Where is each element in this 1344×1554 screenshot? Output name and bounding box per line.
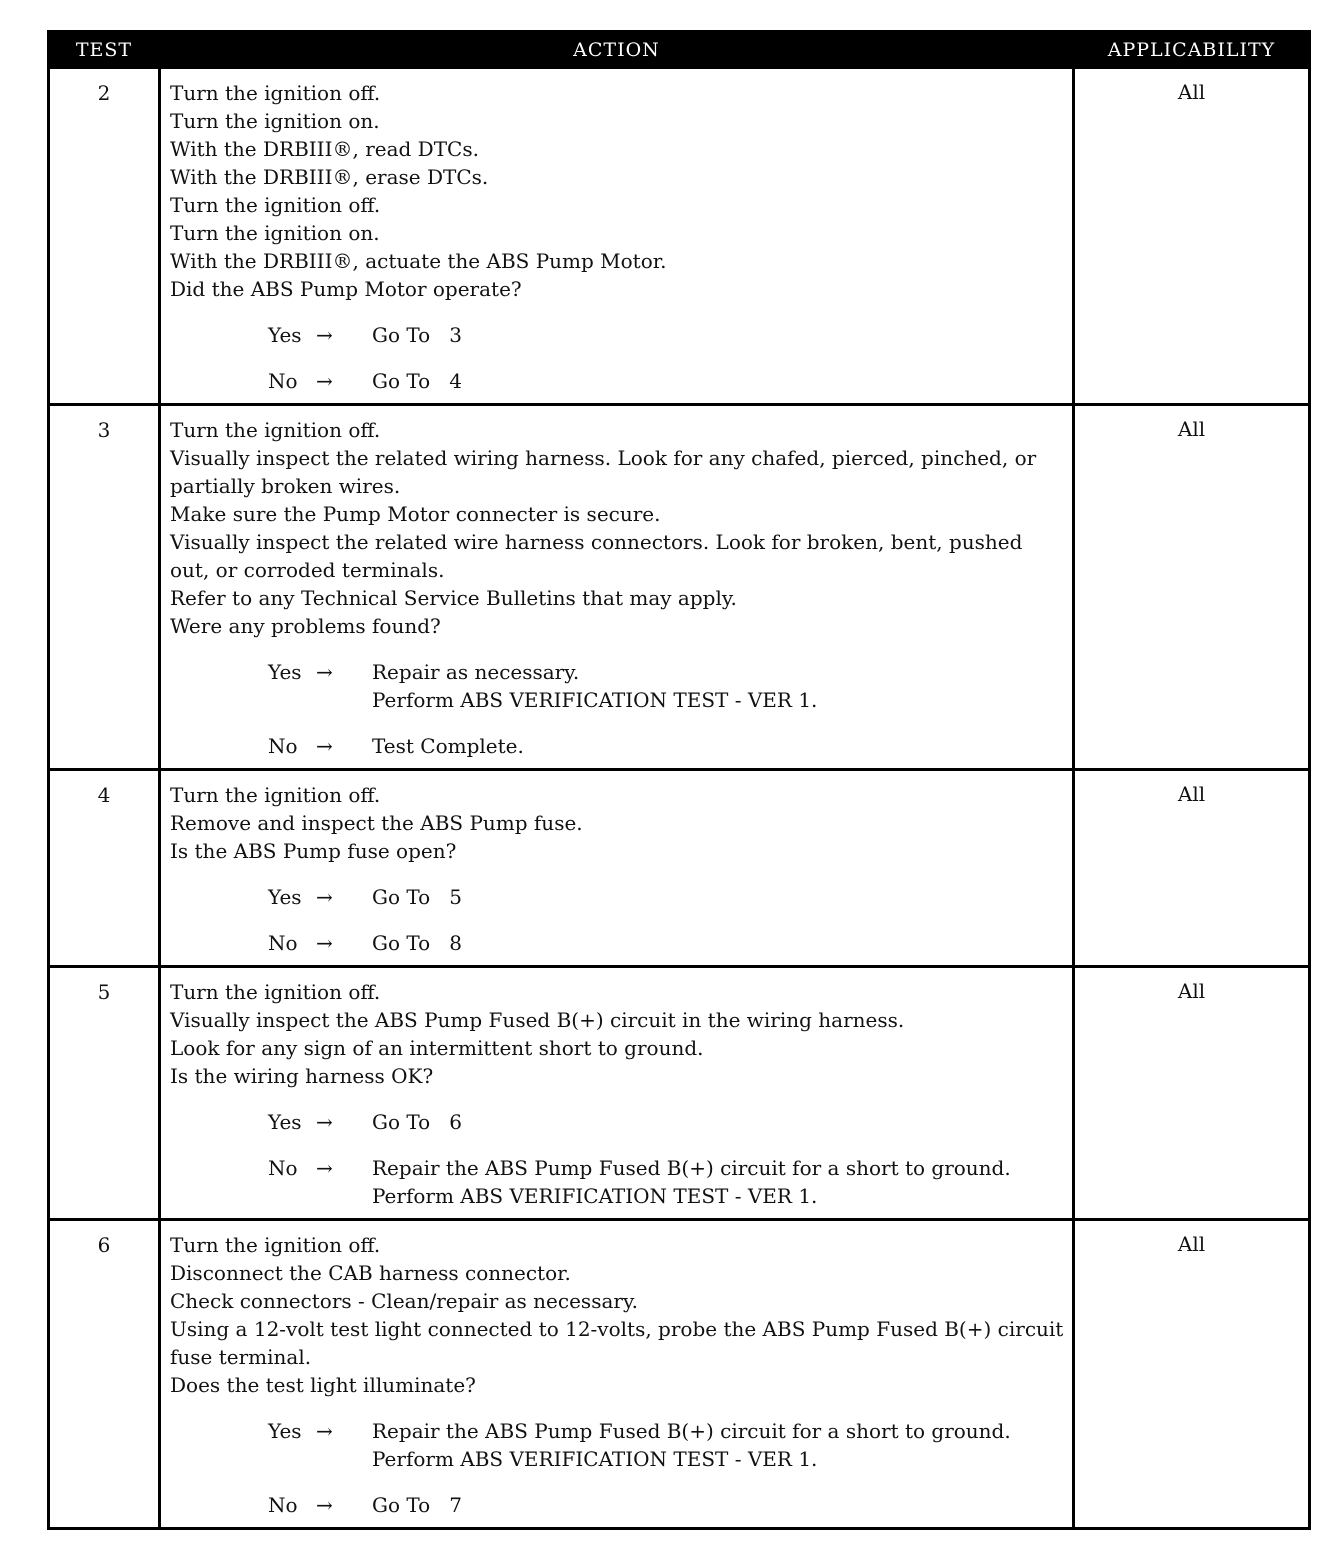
test-number: 2	[49, 68, 160, 405]
arrow-icon: →	[316, 323, 333, 347]
action-cell	[160, 68, 1074, 405]
outcome-text	[372, 929, 1068, 957]
outcome-label: No	[268, 931, 298, 955]
outcome-no	[170, 732, 1068, 760]
step-list	[170, 79, 1068, 303]
outcome-list	[170, 658, 1068, 760]
table-row	[49, 770, 1310, 967]
diagnostic-page	[47, 30, 1308, 1530]
outcome-line: Perform ABS VERIFICATION TEST - VER 1.	[372, 1184, 818, 1208]
step-list	[170, 978, 1068, 1090]
outcome-list	[170, 1108, 1068, 1210]
outcome-line: Repair the ABS Pump Fused B(+) circuit for a short to ground.	[372, 1419, 1011, 1443]
step-text: With the DRBIII®, actuate the ABS Pump Motor.	[170, 249, 667, 273]
step-text: Using a 12-volt test light connected to 12-volts, probe the ABS Pump Fused B(+) circuit fuse terminal.	[170, 1317, 1064, 1369]
outcome-list	[170, 321, 1068, 395]
outcome-label: Yes	[268, 1110, 302, 1134]
step-text: Visually inspect the related wiring harness. Look for any chafed, pierced, pinched, or partially broken wires.	[170, 446, 1037, 498]
applicability-cell: All	[1074, 1220, 1310, 1529]
applicability-cell: All	[1074, 967, 1310, 1220]
outcome-label: Yes	[268, 660, 302, 684]
arrow-icon: →	[316, 1110, 333, 1134]
outcome-text	[372, 1417, 1068, 1473]
header-test: TEST	[49, 32, 160, 68]
applicability-cell: All	[1074, 68, 1310, 405]
step-text: Did the ABS Pump Motor operate?	[170, 277, 522, 301]
step-text: Look for any sign of an intermittent short to ground.	[170, 1036, 704, 1060]
header-applicability: APPLICABILITY	[1074, 32, 1310, 68]
step-text: Is the ABS Pump fuse open?	[170, 839, 457, 863]
outcome-label: No	[268, 1156, 298, 1180]
outcome-line: Go To 7	[372, 1493, 462, 1517]
table-body	[49, 68, 1310, 1529]
step-text: Visually inspect the related wire harness connectors. Look for broken, bent, pushed out, or corroded terminals.	[170, 530, 1023, 582]
arrow-icon: →	[316, 1156, 333, 1180]
outcome-line: Test Complete.	[372, 734, 524, 758]
action-cell	[160, 405, 1074, 770]
outcome-line: Perform ABS VERIFICATION TEST - VER 1.	[372, 688, 818, 712]
test-number: 5	[49, 967, 160, 1220]
step-text: Turn the ignition off.	[170, 980, 381, 1004]
step-text: Turn the ignition off.	[170, 193, 381, 217]
outcome-yes	[170, 658, 1068, 714]
outcome-yes	[170, 883, 1068, 911]
test-number: 3	[49, 405, 160, 770]
step-text: Make sure the Pump Motor connecter is secure.	[170, 502, 661, 526]
outcome-list	[170, 883, 1068, 957]
table-header	[49, 32, 1310, 68]
arrow-icon: →	[316, 660, 333, 684]
test-number: 6	[49, 1220, 160, 1529]
outcome-text	[372, 732, 1068, 760]
applicability-cell: All	[1074, 770, 1310, 967]
applicability-cell: All	[1074, 405, 1310, 770]
outcome-line: Go To 3	[372, 323, 462, 347]
table-row	[49, 68, 1310, 405]
step-text: Check connectors - Clean/repair as necessary.	[170, 1289, 638, 1313]
step-text: Turn the ignition off.	[170, 418, 381, 442]
outcome-line: Go To 6	[372, 1110, 462, 1134]
outcome-line: Go To 8	[372, 931, 462, 955]
outcome-line: Go To 4	[372, 369, 462, 393]
arrow-icon: →	[316, 369, 333, 393]
outcome-line: Perform ABS VERIFICATION TEST - VER 1.	[372, 1447, 818, 1471]
outcome-text	[372, 367, 1068, 395]
arrow-icon: →	[316, 1493, 333, 1517]
outcome-line: Repair the ABS Pump Fused B(+) circuit for a short to ground.	[372, 1156, 1011, 1180]
outcome-line: Repair as necessary.	[372, 660, 580, 684]
header-action: ACTION	[160, 32, 1074, 68]
outcome-label: No	[268, 369, 298, 393]
outcome-list	[170, 1417, 1068, 1519]
outcome-label: Yes	[268, 323, 302, 347]
outcome-label: No	[268, 1493, 298, 1517]
outcome-label: Yes	[268, 1419, 302, 1443]
outcome-text	[372, 1491, 1068, 1519]
outcome-no	[170, 1491, 1068, 1519]
outcome-text	[372, 321, 1068, 349]
outcome-text	[372, 1108, 1068, 1136]
table-row	[49, 1220, 1310, 1529]
step-text: With the DRBIII®, read DTCs.	[170, 137, 479, 161]
step-text: Visually inspect the ABS Pump Fused B(+) circuit in the wiring harness.	[170, 1008, 905, 1032]
outcome-label: No	[268, 734, 298, 758]
step-list	[170, 416, 1068, 640]
step-list	[170, 781, 1068, 865]
step-text: Turn the ignition off.	[170, 81, 381, 105]
outcome-text	[372, 658, 1068, 714]
step-text: Remove and inspect the ABS Pump fuse.	[170, 811, 583, 835]
step-text: Were any problems found?	[170, 614, 441, 638]
step-text: Turn the ignition off.	[170, 783, 381, 807]
step-text: Turn the ignition off.	[170, 1233, 381, 1257]
step-text: Turn the ignition on.	[170, 109, 380, 133]
diagnostic-table	[47, 30, 1311, 1530]
step-list	[170, 1231, 1068, 1399]
outcome-text	[372, 883, 1068, 911]
arrow-icon: →	[316, 931, 333, 955]
action-cell	[160, 967, 1074, 1220]
table-row	[49, 967, 1310, 1220]
outcome-no	[170, 1154, 1068, 1210]
step-text: Is the wiring harness OK?	[170, 1064, 434, 1088]
outcome-no	[170, 367, 1068, 395]
step-text: With the DRBIII®, erase DTCs.	[170, 165, 489, 189]
outcome-label: Yes	[268, 885, 302, 909]
action-cell	[160, 770, 1074, 967]
step-text: Does the test light illuminate?	[170, 1373, 476, 1397]
step-text: Disconnect the CAB harness connector.	[170, 1261, 571, 1285]
outcome-yes	[170, 1108, 1068, 1136]
outcome-no	[170, 929, 1068, 957]
outcome-line: Go To 5	[372, 885, 462, 909]
step-text: Refer to any Technical Service Bulletins that may apply.	[170, 586, 737, 610]
action-cell	[160, 1220, 1074, 1529]
arrow-icon: →	[316, 885, 333, 909]
outcome-text	[372, 1154, 1068, 1210]
header-row	[49, 32, 1310, 68]
table-row	[49, 405, 1310, 770]
arrow-icon: →	[316, 1419, 333, 1443]
arrow-icon: →	[316, 734, 333, 758]
outcome-yes	[170, 1417, 1068, 1473]
test-number: 4	[49, 770, 160, 967]
step-text: Turn the ignition on.	[170, 221, 380, 245]
outcome-yes	[170, 321, 1068, 349]
